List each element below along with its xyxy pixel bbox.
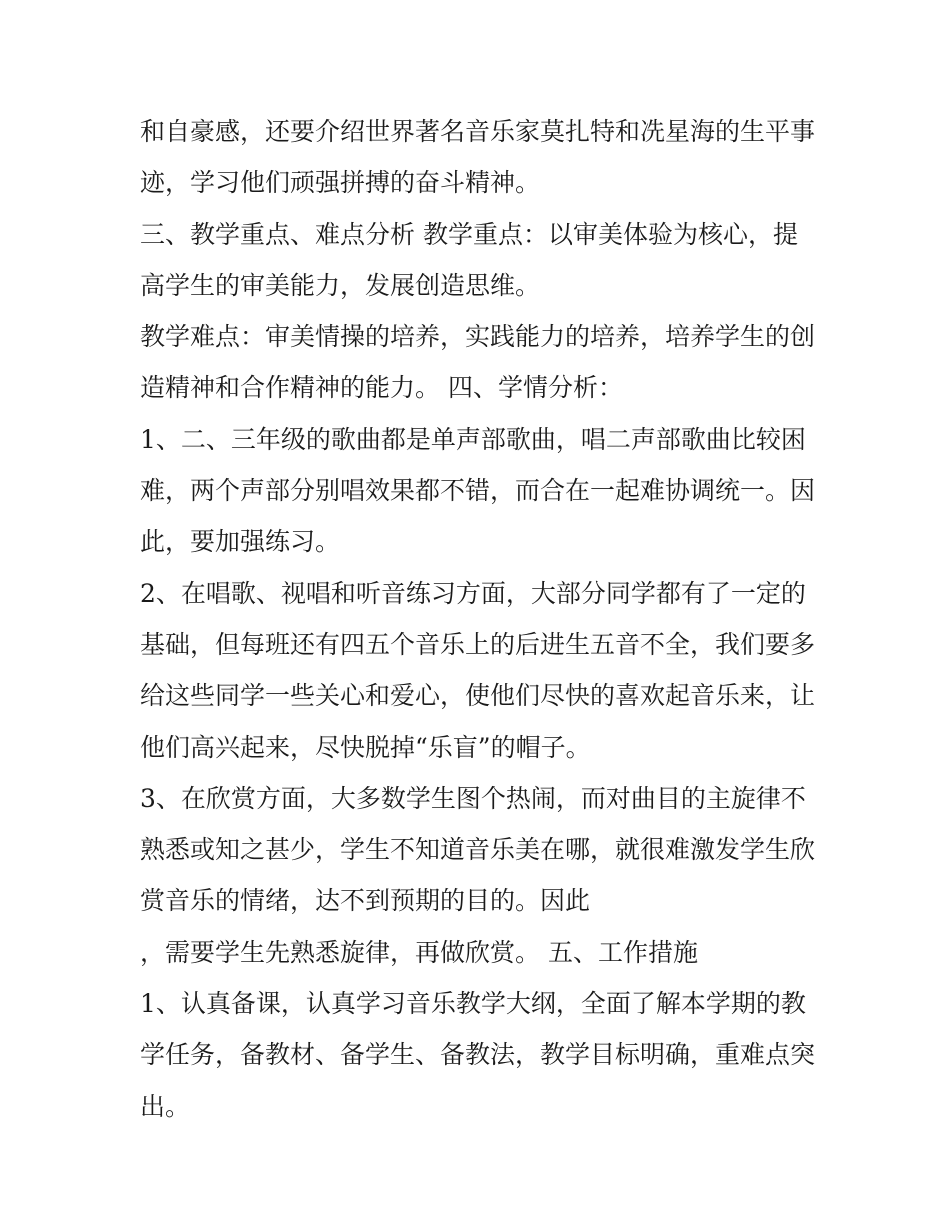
- text-line: 难，两个声部分别唱效果都不错，而合在一起难协调统一。因: [140, 476, 816, 506]
- text-line: 和自豪感，还要介绍世界著名音乐家莫扎特和冼星海的生平事: [140, 117, 816, 146]
- text-line: 出。: [140, 1091, 191, 1121]
- text-line: 他们高兴起来，尽快脱掉“乐盲”的帽子。: [140, 732, 591, 762]
- text-line: 基础，但每班还有四五个音乐上的后进生五音不全，我们要多: [140, 629, 816, 659]
- text-line: 学任务，备教材、备学生、备教法，教学目标明确，重难点突: [140, 1040, 816, 1070]
- list-item-line: 2、在唱歌、视唱和听音练习方面，大部分同学都有了一定的: [140, 578, 806, 608]
- text-line: 此，要加强练习。: [140, 527, 341, 557]
- section-heading-line: 造精神和合作精神的能力。 四、学情分析：: [140, 373, 623, 403]
- text-line: 教学难点：审美情操的培养，实践能力的培养，培养学生的创: [140, 322, 816, 352]
- list-item-line: 1、认真备课，认真学习音乐教学大纲，全面了解本学期的教: [140, 989, 806, 1019]
- text-line: 高学生的审美能力，发展创造思维。: [140, 270, 541, 300]
- section-heading-line: 三、教学重点、难点分析 教学重点：以审美体验为核心，提: [140, 219, 798, 249]
- text-line: 迹，学习他们顽强拼搏的奋斗精神。: [140, 168, 541, 198]
- list-item-line: 3、在欣赏方面，大多数学生图个热闹，而对曲目的主旋律不: [140, 783, 806, 813]
- text-line: 赏音乐的情绪，达不到预期的目的。因此: [140, 886, 591, 916]
- list-item-line: 1、二、三年级的歌曲都是单声部歌曲，唱二声部歌曲比较困: [140, 424, 806, 454]
- text-line: 熟悉或知之甚少，学生不知道音乐美在哪，就很难激发学生欣: [140, 835, 816, 865]
- text-line: 给这些同学一些关心和爱心，使他们尽快的喜欢起音乐来，让: [140, 681, 816, 711]
- section-heading-line: ，需要学生先熟悉旋律，再做欣赏。 五、工作措施: [140, 937, 698, 967]
- document-body: [140, 106, 820, 1132]
